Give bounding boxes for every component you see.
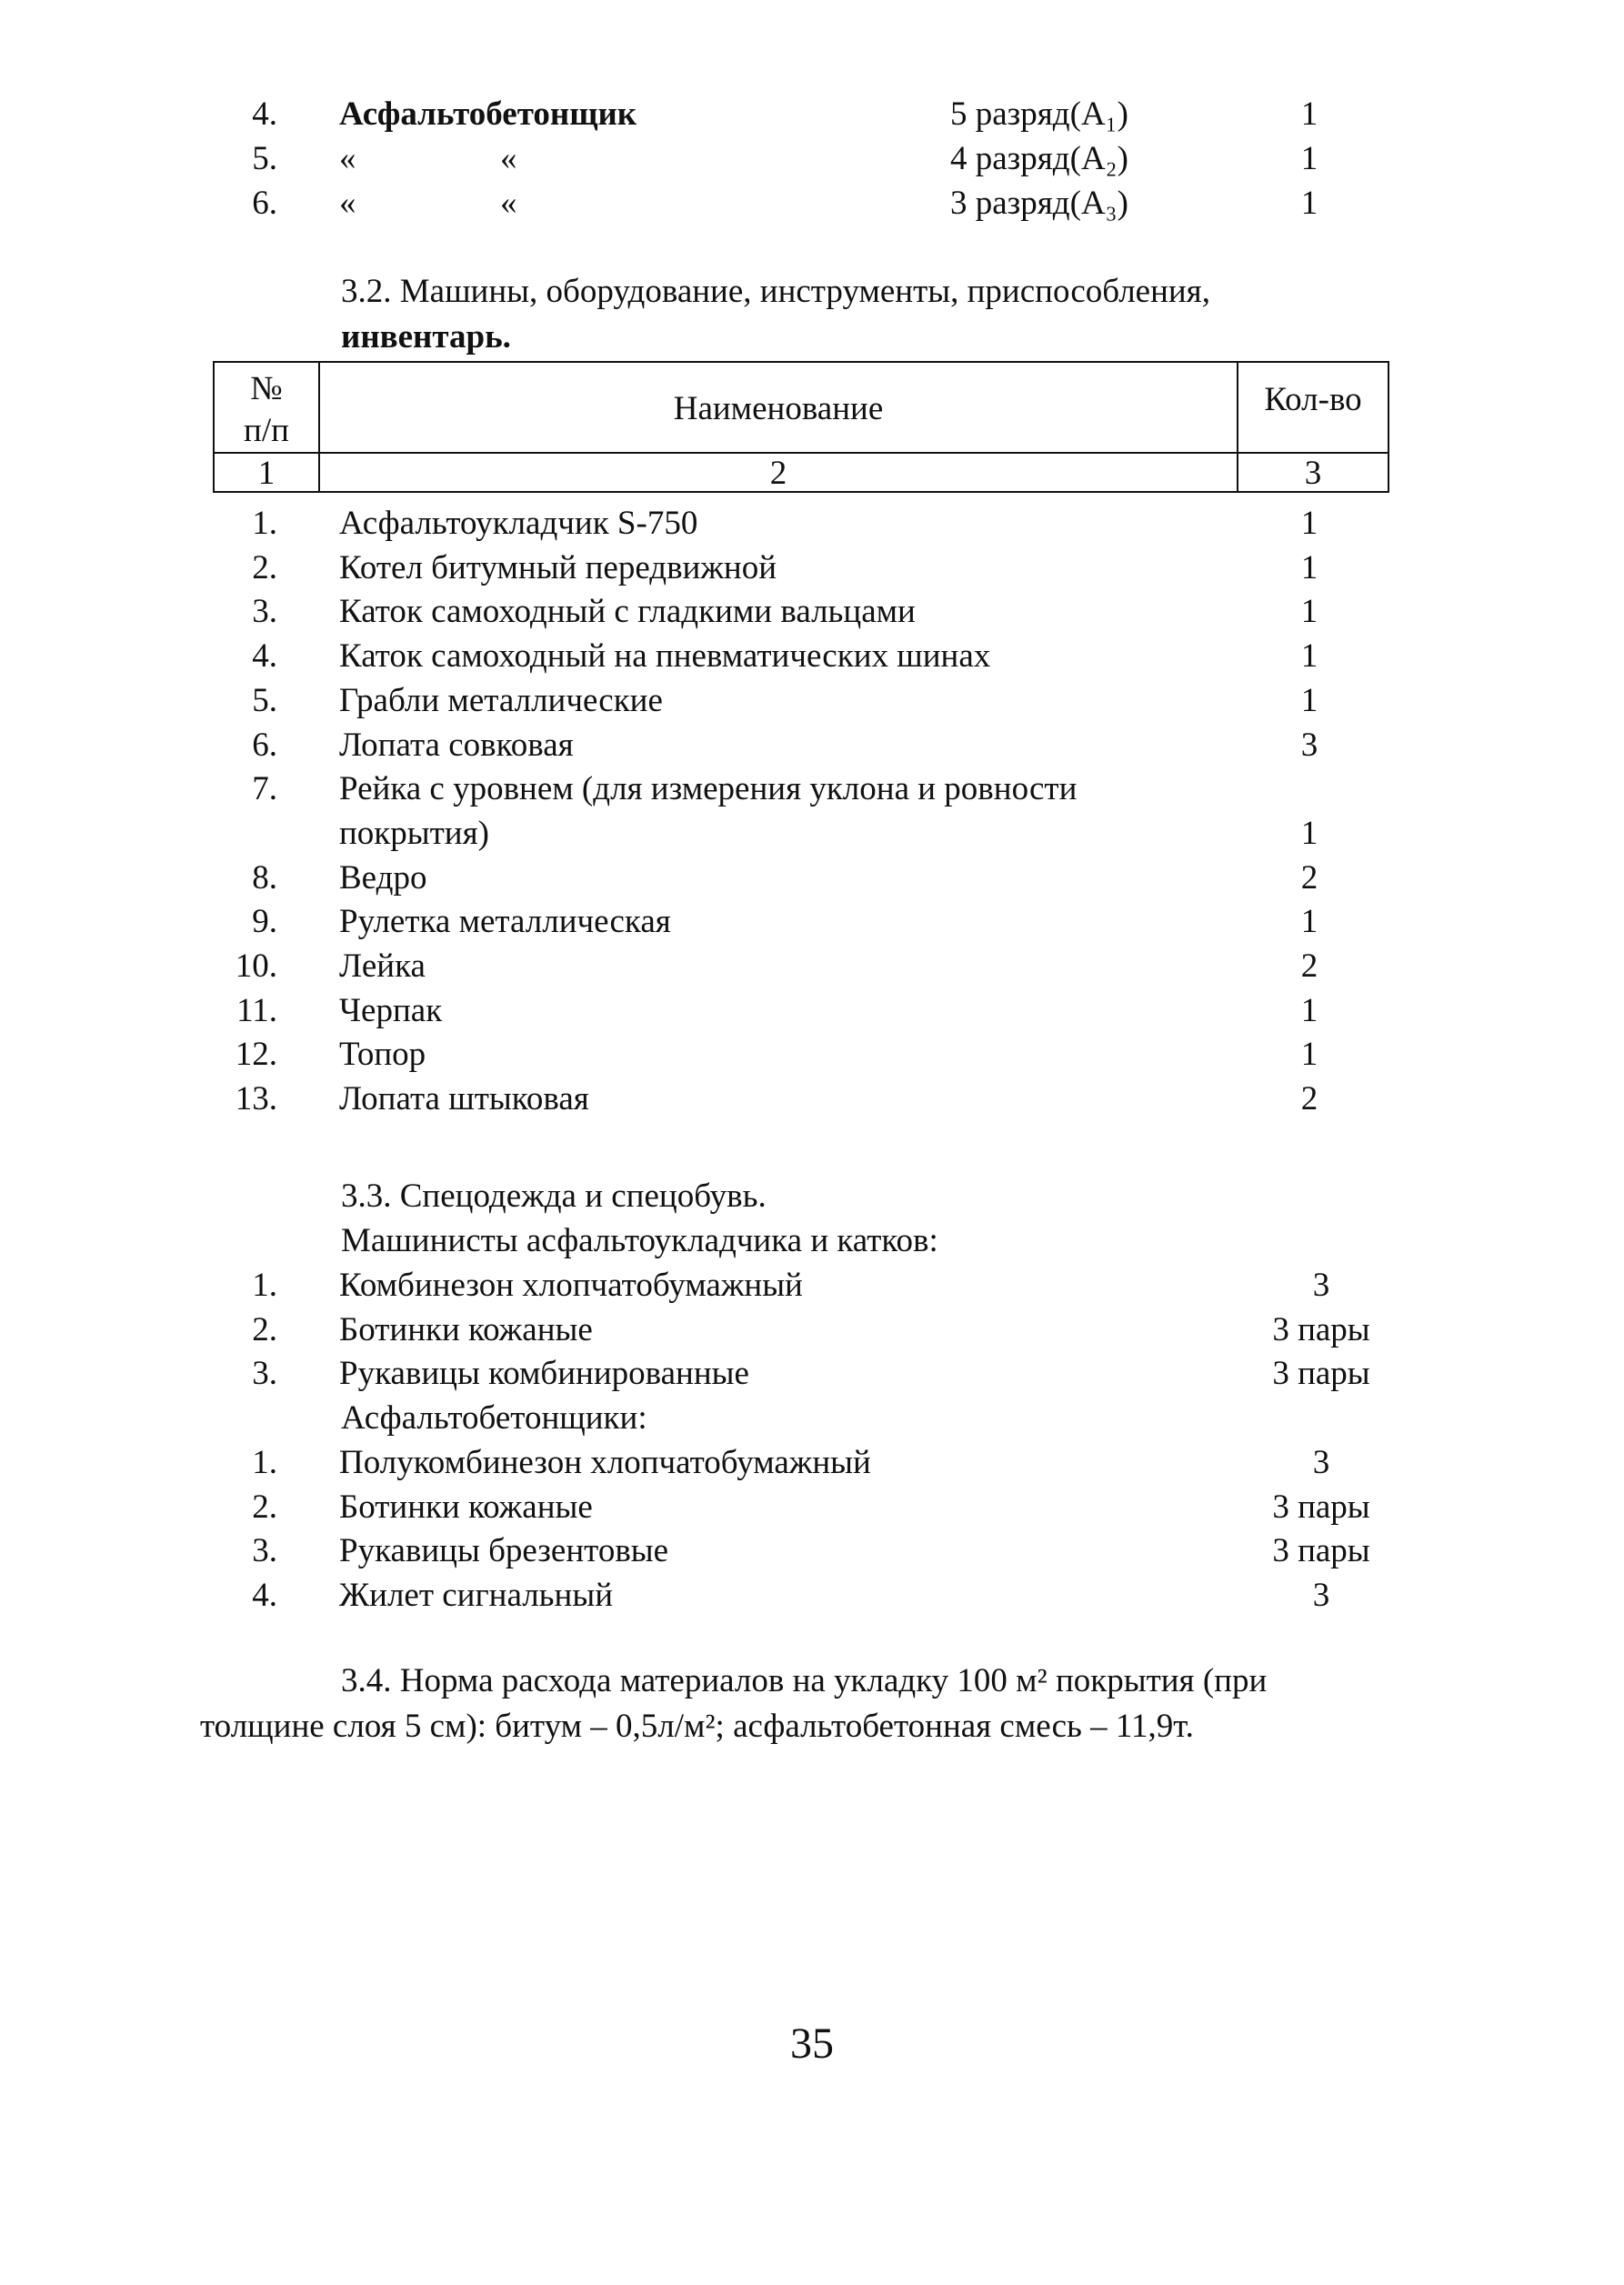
- list-item: [0, 1357, 1624, 1400]
- item-count: 1: [1300, 505, 1318, 542]
- column-index-1: 1: [257, 455, 276, 492]
- index-cell-3: [1237, 452, 1389, 493]
- index-cell-1: [213, 452, 320, 493]
- worker-name: Асфальтобетонщик: [339, 95, 637, 133]
- item-name: Черпак: [339, 991, 443, 1029]
- list-item: [0, 858, 1624, 905]
- list-item: [0, 905, 1624, 948]
- section-3-2-title: 3.2. Машины, оборудование, инструменты, приспособления,: [341, 273, 1210, 310]
- item-count: 1: [1300, 548, 1318, 586]
- item-number: 3.: [252, 1532, 277, 1570]
- worker-grade: 5 разряд(A₁): [950, 95, 1128, 133]
- equipment-table-header: [213, 361, 1389, 493]
- worker-grade: 4 разряд(A₂): [950, 140, 1128, 177]
- item-count: 1: [1300, 637, 1318, 676]
- item-number: 11.: [236, 991, 277, 1029]
- item-count: 3: [1312, 1267, 1330, 1304]
- item-name: Асфальтоукладчик S-750: [339, 505, 698, 542]
- worker-row: [0, 142, 1624, 185]
- item-count: 2: [1300, 1080, 1318, 1118]
- section-3-4-line2: толщине слоя 5 см): битум – 0,5л/м²; асфальтобетонная смесь – 11,9т.: [200, 1708, 1194, 1745]
- worker-row: [0, 186, 1624, 230]
- list-item: [0, 1037, 1624, 1081]
- item-name: Ведро: [339, 858, 427, 897]
- item-number: 10.: [235, 947, 277, 985]
- header-cell-count: [1237, 361, 1389, 454]
- header-count: Кол-во: [1264, 381, 1362, 418]
- item-name: Лопата совковая: [339, 726, 574, 764]
- list-item: [0, 1534, 1624, 1578]
- column-index-2: 2: [769, 455, 787, 492]
- item-number: 9.: [252, 903, 277, 941]
- list-item: [0, 1578, 1624, 1622]
- section-3-4-line1: 3.4. Норма расхода материалов на укладку 100 м² покрытия (при: [341, 1662, 1268, 1699]
- item-count: 3: [1312, 1444, 1330, 1481]
- item-number: 5.: [252, 681, 277, 719]
- item-number: 3.: [252, 1355, 277, 1393]
- item-number: 1.: [252, 1267, 277, 1304]
- item-name: Ботинки кожаные: [339, 1310, 593, 1348]
- item-count: 3 пары: [1272, 1310, 1370, 1348]
- header-number-sub: п/п: [244, 412, 289, 449]
- item-name: Комбинезон хлопчатобумажный: [339, 1267, 803, 1304]
- item-name: Жилет сигнальный: [339, 1577, 614, 1615]
- item-number: 1.: [252, 505, 277, 542]
- column-index-3: 3: [1304, 455, 1322, 492]
- list-item: [0, 772, 1624, 816]
- item-number: 8.: [252, 858, 277, 897]
- worker-grade: 3 разряд(A₃): [950, 185, 1128, 222]
- item-count: 1: [1300, 814, 1318, 852]
- group1-title: Машинисты асфальтоукладчика и катков:: [341, 1222, 938, 1259]
- item-count: 2: [1300, 858, 1318, 897]
- worker-row: [0, 97, 1624, 141]
- list-item: [0, 814, 1624, 860]
- list-item: [0, 991, 1624, 1037]
- section-3-3-title: 3.3. Спецодежда и спецобувь.: [341, 1178, 767, 1215]
- group2-title: Асфальтобетонщики:: [341, 1399, 647, 1437]
- item-name: Лейка: [339, 947, 426, 985]
- item-name: Рулетка металлическая: [339, 903, 671, 941]
- item-number: 2.: [252, 1488, 277, 1526]
- list-item: [0, 639, 1624, 683]
- item-count: 1: [1300, 1036, 1318, 1074]
- item-count: 3 пары: [1272, 1355, 1370, 1393]
- item-count: 3 пары: [1272, 1532, 1370, 1570]
- list-item: [0, 506, 1624, 550]
- list-item: [0, 595, 1624, 638]
- list-item: [0, 681, 1624, 727]
- worker-name-ditto: «: [500, 140, 517, 177]
- list-item: [0, 728, 1624, 772]
- item-number: 4.: [252, 637, 277, 676]
- header-cell-name: [318, 361, 1238, 454]
- worker-name-ditto: «: [500, 185, 517, 222]
- item-name: Рукавицы комбинированные: [339, 1355, 749, 1393]
- list-item: [0, 1268, 1624, 1312]
- item-number: 12.: [235, 1036, 277, 1074]
- list-item: [0, 1446, 1624, 1489]
- item-number: 13.: [235, 1080, 277, 1118]
- item-count: 3: [1300, 726, 1318, 764]
- list-item: [0, 1490, 1624, 1534]
- item-name: Топор: [339, 1036, 426, 1074]
- worker-count: 1: [1300, 140, 1318, 177]
- worker-count: 1: [1300, 95, 1318, 133]
- section-3-2-title-cont: инвентарь.: [341, 318, 511, 356]
- item-number: 2.: [252, 1310, 277, 1348]
- item-number: 3.: [252, 593, 277, 631]
- worker-number: 5.: [252, 140, 277, 177]
- worker-number: 6.: [252, 185, 277, 222]
- page-number: 35: [790, 2019, 834, 2068]
- worker-count: 1: [1300, 185, 1318, 222]
- item-name: Рейка с уровнем (для измерения уклона и ровности: [339, 770, 1078, 808]
- item-count: 1: [1300, 903, 1318, 941]
- item-number: 4.: [252, 1577, 277, 1615]
- item-name: Лопата штыковая: [339, 1080, 589, 1118]
- item-name: Каток самоходный с гладкими вальцами: [339, 593, 916, 631]
- item-count: 2: [1300, 947, 1318, 985]
- list-item: [0, 1082, 1624, 1126]
- header-number-sign: №: [250, 370, 283, 407]
- list-item: [0, 1310, 1624, 1357]
- worker-number: 4.: [252, 95, 277, 133]
- item-number: 2.: [252, 548, 277, 586]
- item-name: покрытия): [339, 814, 489, 852]
- item-name: Ботинки кожаные: [339, 1488, 593, 1526]
- list-item: [0, 949, 1624, 993]
- item-name: Полукомбинезон хлопчатобумажный: [339, 1444, 871, 1481]
- item-name: Каток самоходный на пневматических шинах: [339, 637, 991, 676]
- list-item: [0, 548, 1624, 595]
- item-name: Котел битумный передвижной: [339, 548, 777, 586]
- item-count: 3: [1312, 1577, 1330, 1615]
- item-number: 7.: [252, 770, 277, 808]
- header-name: Наименование: [673, 390, 884, 427]
- item-name: Грабли металлические: [339, 681, 663, 719]
- item-name: Рукавицы брезентовые: [339, 1532, 669, 1570]
- item-count: 3 пары: [1272, 1488, 1370, 1526]
- index-cell-2: [318, 452, 1238, 493]
- item-count: 1: [1300, 681, 1318, 719]
- item-number: 1.: [252, 1444, 277, 1481]
- worker-name: «: [339, 140, 356, 177]
- item-number: 6.: [252, 726, 277, 764]
- worker-name: «: [339, 185, 356, 222]
- item-count: 1: [1300, 991, 1318, 1029]
- header-cell-number: [213, 361, 320, 454]
- item-count: 1: [1300, 593, 1318, 631]
